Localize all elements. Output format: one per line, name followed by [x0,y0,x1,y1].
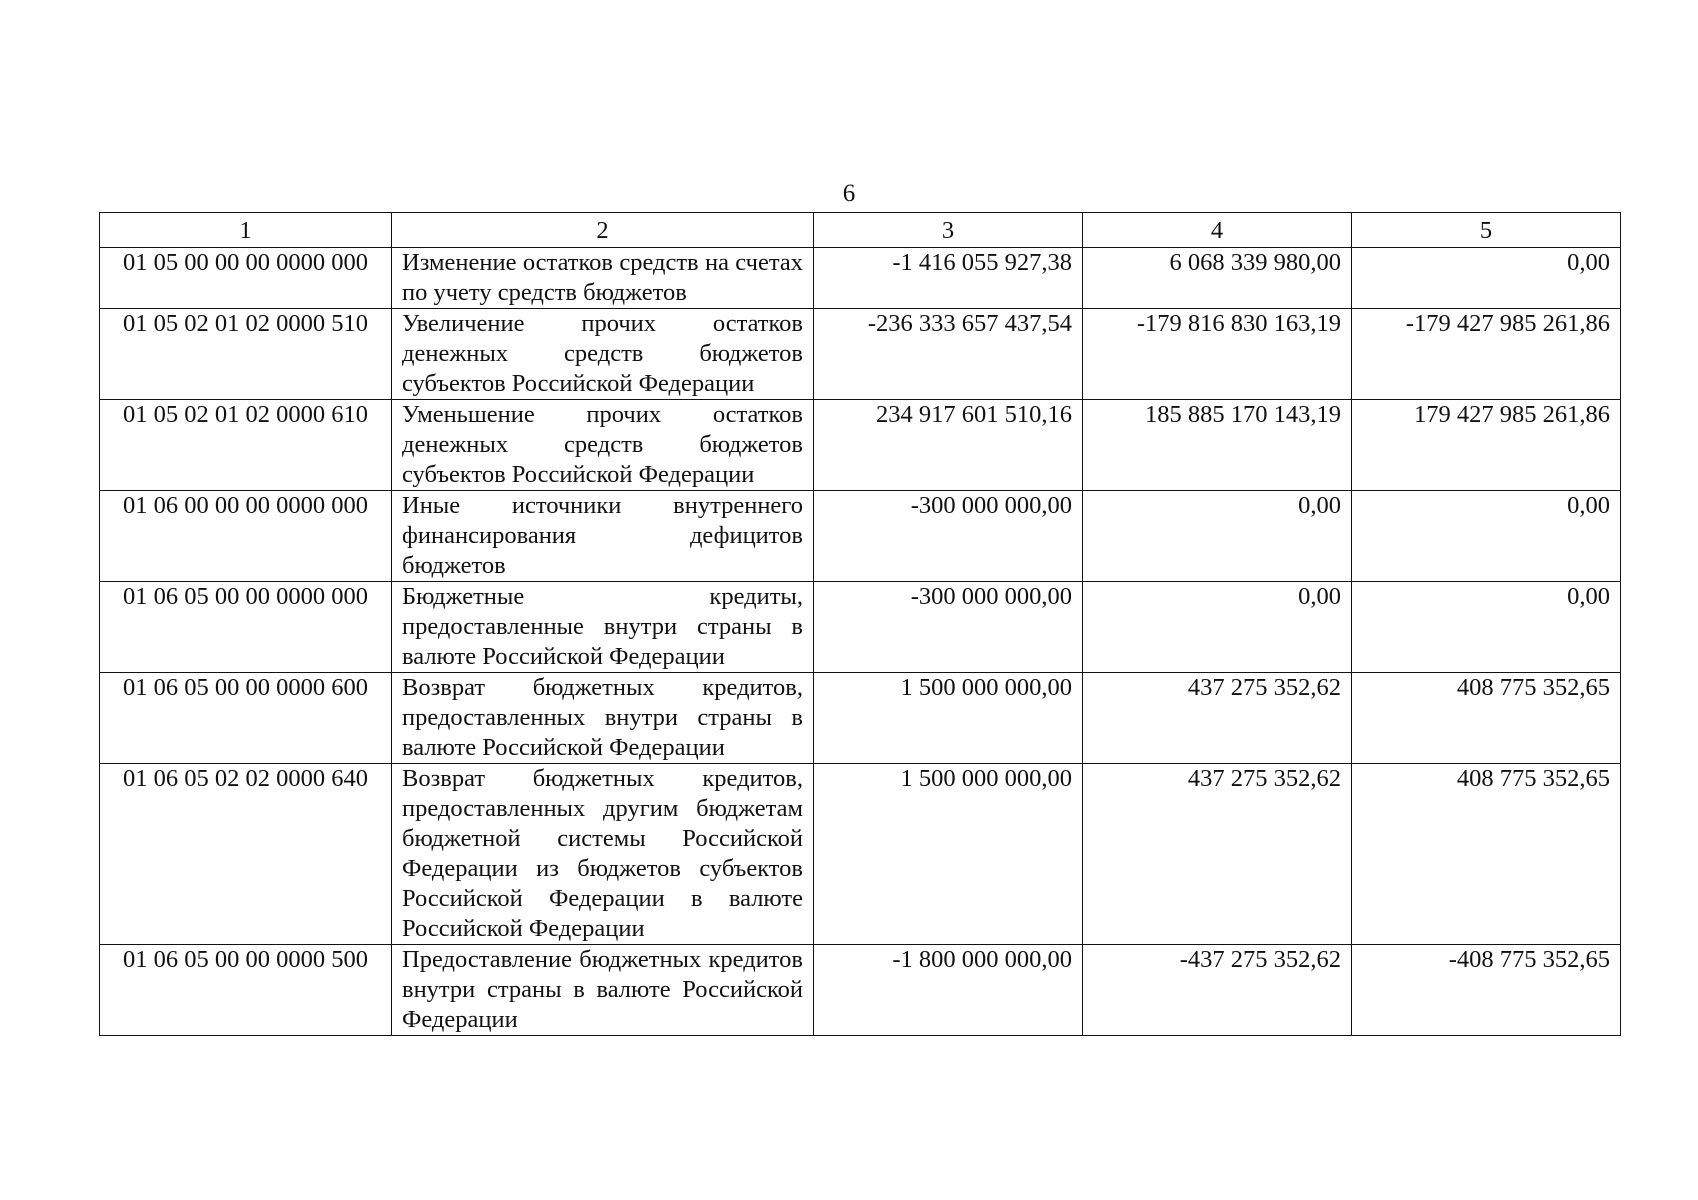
header-col-2: 2 [392,213,814,248]
row-description: Возврат бюджетных кредитов, предоставленных внутри страны в валюте Российской Федерации [392,673,814,764]
header-row [100,213,1621,248]
table-header [100,213,1621,248]
row-code: 01 06 05 00 00 0000 000 [100,582,392,673]
page-number: 6 [842,180,856,207]
budget-sources-table [99,212,1621,1036]
table-row [100,673,1621,764]
row-col4-value: 185 885 170 143,19 [1083,400,1352,491]
table-row [100,582,1621,673]
row-col5-value: 408 775 352,65 [1352,764,1621,945]
row-col5-value: 0,00 [1352,491,1621,582]
row-col4-value: -437 275 352,62 [1083,945,1352,1036]
row-col4-value: 6 068 339 980,00 [1083,248,1352,309]
row-code: 01 06 05 00 00 0000 500 [100,945,392,1036]
row-description: Изменение остатков средств на счетах по учету средств бюджетов [392,248,814,309]
row-col4-value: 0,00 [1083,582,1352,673]
table-row [100,248,1621,309]
header-col-1: 1 [100,213,392,248]
header-col-5: 5 [1352,213,1621,248]
row-col5-value: 179 427 985 261,86 [1352,400,1621,491]
table-row [100,945,1621,1036]
table-row [100,491,1621,582]
row-col5-value: -179 427 985 261,86 [1352,309,1621,400]
row-code: 01 06 05 00 00 0000 600 [100,673,392,764]
row-col3-value: -1 416 055 927,38 [814,248,1083,309]
row-col3-value: 1 500 000 000,00 [814,673,1083,764]
row-code: 01 05 00 00 00 0000 000 [100,248,392,309]
row-col5-value: 0,00 [1352,248,1621,309]
table-row [100,309,1621,400]
row-col4-value: 0,00 [1083,491,1352,582]
row-description: Возврат бюджетных кредитов, предоставленных другим бюджетам бюджетной системы Российской Федерации из бюджетов субъектов Российской Федерации в валюте Российской Федерации [392,764,814,945]
header-col-4: 4 [1083,213,1352,248]
row-col4-value: 437 275 352,62 [1083,764,1352,945]
row-col3-value: -300 000 000,00 [814,582,1083,673]
row-col3-value: -1 800 000 000,00 [814,945,1083,1036]
row-code: 01 05 02 01 02 0000 510 [100,309,392,400]
table-row [100,764,1621,945]
header-col-3: 3 [814,213,1083,248]
row-description: Бюджетные кредиты, предоставленные внутри страны в валюте Российской Федерации [392,582,814,673]
row-col3-value: -236 333 657 437,54 [814,309,1083,400]
row-description: Предоставление бюджетных кредитов внутри страны в валюте Российской Федерации [392,945,814,1036]
row-col5-value: -408 775 352,65 [1352,945,1621,1036]
row-code: 01 06 05 02 02 0000 640 [100,764,392,945]
row-col5-value: 0,00 [1352,582,1621,673]
row-description: Уменьшение прочих остатков денежных средств бюджетов субъектов Российской Федерации [392,400,814,491]
table-row [100,400,1621,491]
row-col3-value: -300 000 000,00 [814,491,1083,582]
row-col4-value: 437 275 352,62 [1083,673,1352,764]
row-description: Иные источники внутреннего финансирования дефицитов бюджетов [392,491,814,582]
row-code: 01 05 02 01 02 0000 610 [100,400,392,491]
table-body [100,248,1621,1036]
row-col3-value: 1 500 000 000,00 [814,764,1083,945]
row-code: 01 06 00 00 00 0000 000 [100,491,392,582]
row-description: Увеличение прочих остатков денежных средств бюджетов субъектов Российской Федерации [392,309,814,400]
row-col3-value: 234 917 601 510,16 [814,400,1083,491]
row-col4-value: -179 816 830 163,19 [1083,309,1352,400]
row-col5-value: 408 775 352,65 [1352,673,1621,764]
